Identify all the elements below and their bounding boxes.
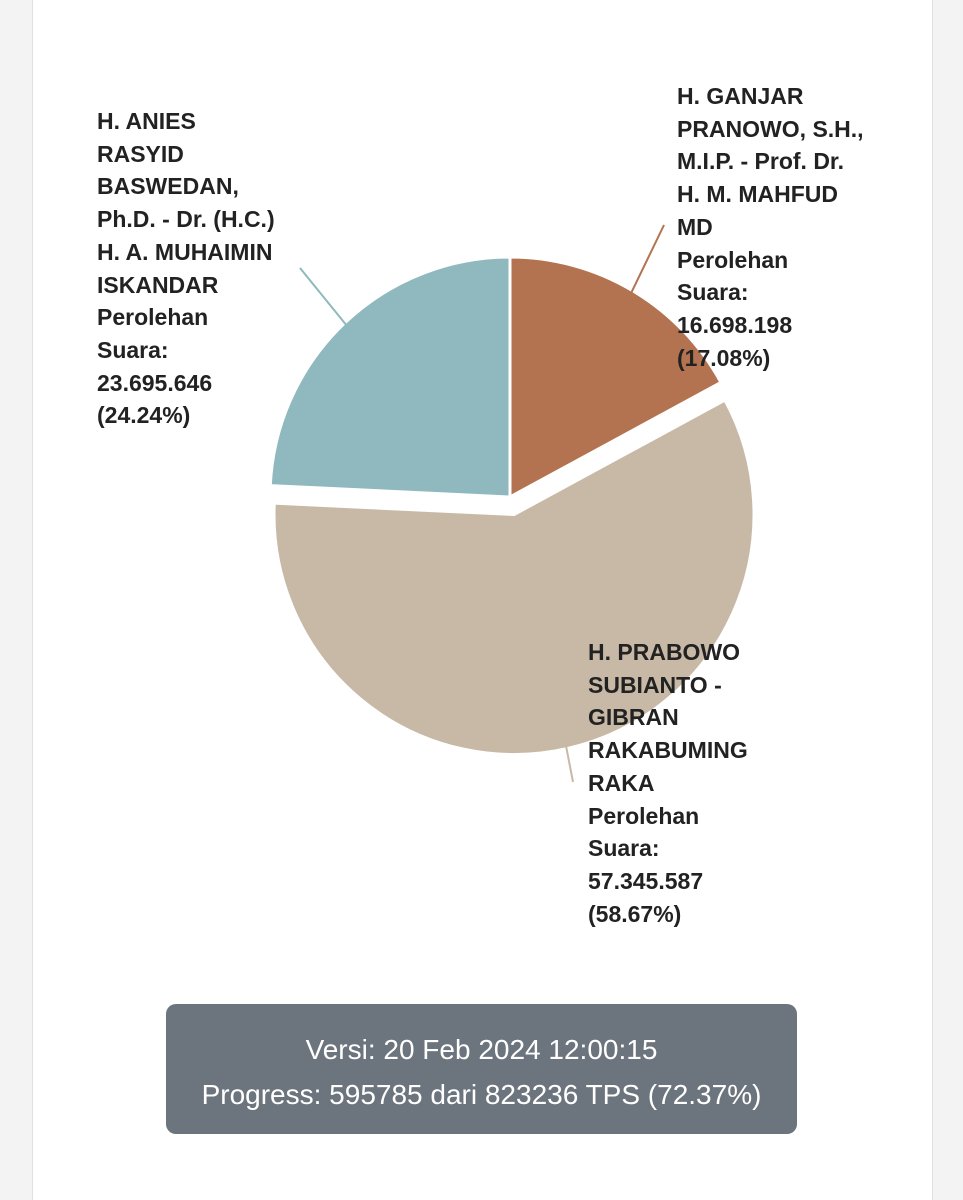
slice-label-anies: H. ANIES RASYID BASWEDAN, Ph.D. - Dr. (H.C.) H. A. MUHAIMIN ISKANDAR Perolehan Suara: 23.695.646 (24.24%): [97, 108, 275, 429]
version-text: Versi: 20 Feb 2024 12:00:15: [305, 1034, 658, 1065]
leader-line-ganjar: [630, 225, 664, 295]
pie-slice-anies: [270, 257, 510, 497]
version-info-box: [166, 1004, 797, 1134]
slice-label-ganjar: H. GANJAR PRANOWO, S.H., M.I.P. - Prof. Dr. H. M. MAHFUD MD Perolehan Suara: 16.698.198 (17.08%): [677, 83, 864, 371]
slice-label-prabowo: H. PRABOWO SUBIANTO - GIBRAN RAKABUMING RAKA Perolehan Suara: 57.345.587 (58.67%): [588, 639, 748, 927]
leader-line-anies: [300, 268, 348, 327]
progress-text: Progress: 595785 dari 823236 TPS (72.37%): [201, 1079, 762, 1110]
